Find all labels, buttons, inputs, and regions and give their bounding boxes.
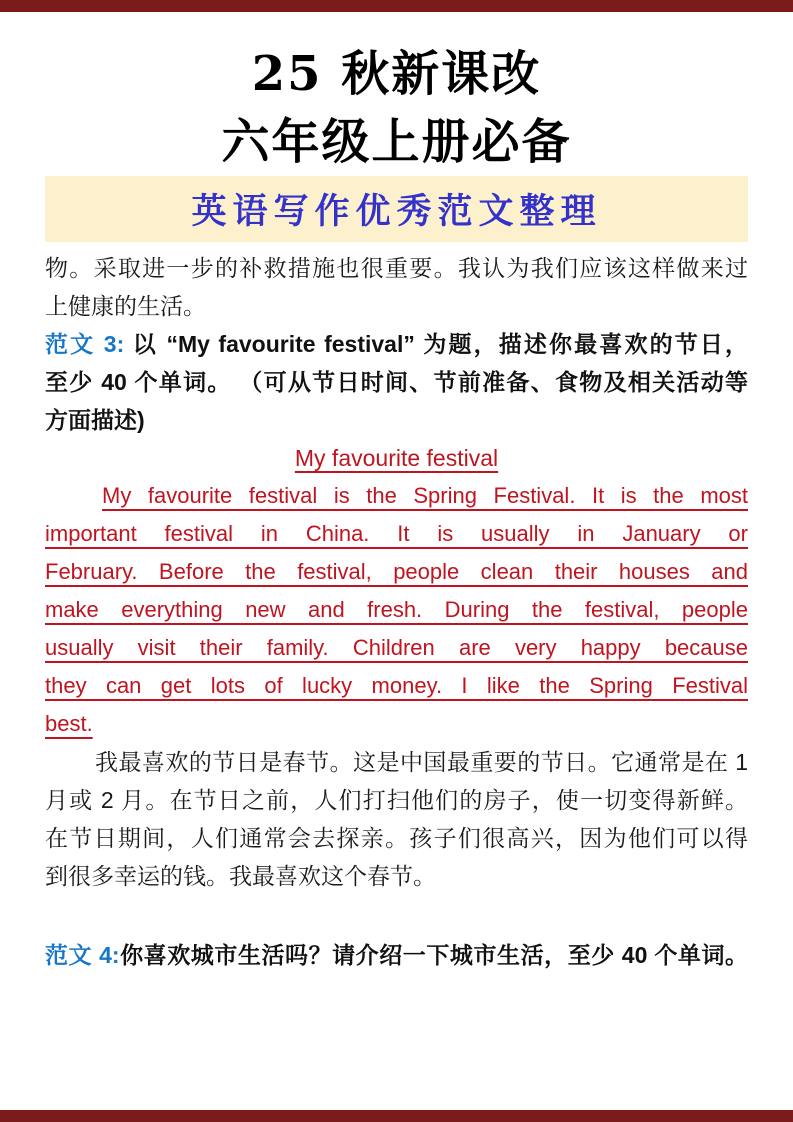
text-line: best. [45,711,93,736]
intro-paragraph [45,249,748,325]
text-line: 月或 2 月。在节日之前，人们打扫他们的房子，使一切变得新鲜。 [45,787,748,813]
text-line: My favourite festival is the Spring Festival. It is the most [102,483,748,508]
prompt-3-line-1-text: 以 “My favourite festival” 为题，描述你最喜欢的节日， [132,331,748,357]
top-decorative-bar [0,0,793,12]
prompt-4-paragraph [45,936,748,974]
translation-paragraph [45,743,748,895]
prompt-3-paragraph [45,325,748,439]
text-line: they can get lots of lucky money. I like the Spring Festival [45,673,748,698]
text-line: important festival in China. It is usually in January or [45,521,748,546]
text-line: 我最喜欢的节日是春节。这是中国最重要的节日。它通常是在 1 [95,749,748,775]
subtitle-banner-text: 英语写作优秀范文整理 [191,191,602,232]
text-line: 物。采取进一步的补救措施也很重要。我认为我们应该这样做来过 [45,255,748,281]
prompt-3-label: 范文 3: [45,331,125,357]
document-title-line1: 25 秋新课改 [251,46,542,102]
text-line: make everything new and fresh. During the festival, people [45,597,748,622]
prompt-3-line-2: 至少 40 个单词。 （可从节日时间、节前准备、食物及相关活动等 [45,369,748,395]
prompt-4-label: 范文 4: [45,942,120,968]
bottom-decorative-bar [0,1110,793,1122]
essay-title: My favourite festival [294,445,499,471]
text-line: 到很多幸运的钱。我最喜欢这个春节。 [45,863,436,889]
page-body [45,249,748,974]
document-title-line2: 六年级上册必备 [221,114,572,170]
prompt-4-line [45,936,748,974]
text-line: 在节日期间，人们通常会去探亲。孩子们很高兴，因为他们可以得 [45,825,748,851]
text-line: February. Before the festival, people clean their houses and [45,559,748,584]
text-line: usually visit their family. Children are very happy because [45,635,748,660]
prompt-4-text: 你喜欢城市生活吗？请介绍一下城市生活，至少 40 个单词。 [119,942,748,968]
text-line: 上健康的生活。 [45,293,206,319]
essay-body [45,477,748,743]
document-title [0,40,793,176]
subtitle-banner [45,176,748,242]
prompt-3-line-1 [45,325,748,363]
prompt-3-line-3: 方面描述) [45,407,145,433]
